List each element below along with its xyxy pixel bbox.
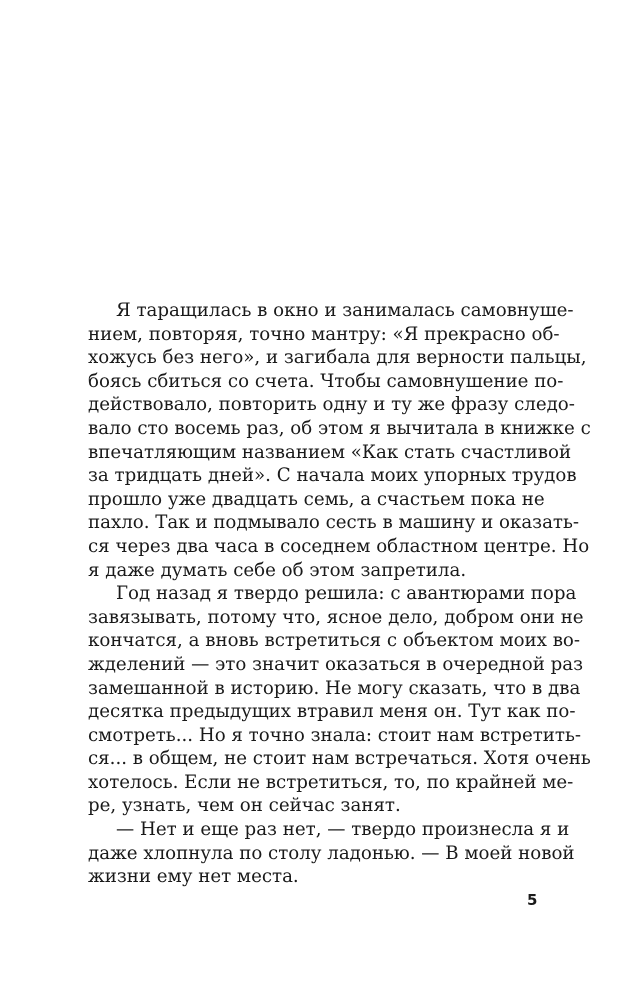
text-line: хожусь без него», и загибала для верности пальцы,: [88, 347, 587, 369]
text-line: вало сто восемь раз, об этом я вычитала в книжке с: [88, 417, 591, 439]
text-line: десятка предыдущих втравил меня он. Тут как по-: [88, 701, 576, 723]
text-line: Год назад я твердо решила: с авантюрами пора: [116, 583, 577, 605]
text-line: ся через два часа в соседнем областном центре. Но: [88, 535, 590, 557]
text-line: впечатляющим названием «Как стать счастливой: [88, 441, 572, 463]
text-line: боясь сбиться со счета. Чтобы самовнушение по-: [88, 370, 564, 392]
text-line: Я таращилась в окно и занималась самовнуше-: [116, 300, 574, 321]
text-line: замешанной в историю. Не могу сказать, что в два: [88, 677, 581, 699]
text-line: пахло. Так и подмывало сесть в машину и оказать-: [88, 512, 580, 534]
text-line: — Нет и еще раз нет, — твердо произнесла я и: [116, 819, 570, 841]
paragraph-3: [88, 818, 575, 889]
paragraph-1: [88, 299, 591, 582]
text-line: завязывать, потому что, ясное дело, добром они не: [88, 606, 584, 628]
text-line: за тридцать дней». С начала моих упорных трудов: [88, 465, 577, 487]
text-line: смотреть... Но я точно знала: стоит нам встретить-: [88, 724, 582, 746]
text-line: действовало, повторить одну и ту же фразу следо-: [88, 394, 575, 416]
text-line: даже хлопнула по столу ладонью. — В моей новой: [88, 842, 575, 864]
page-number: 5: [527, 891, 538, 909]
text-line: я даже думать себе об этом запретила.: [88, 559, 467, 581]
paragraph-2: [88, 582, 591, 818]
text-line: жизни ему нет места.: [88, 866, 299, 888]
text-line: прошло уже двадцать семь, а счастьем пока не: [88, 488, 545, 510]
text-line: нием, повторяя, точно мантру: «Я прекрасно об-: [88, 323, 560, 345]
page-body-text: [88, 299, 591, 889]
text-line: кончатся, а вновь встретиться с объектом моих во-: [88, 630, 581, 652]
text-line: ся... в общем, не стоит нам встречаться. Хотя очень: [88, 748, 591, 770]
text-line: жделений — это значит оказаться в очередной раз: [88, 653, 584, 675]
text-line: хотелось. Если не встретиться, то, по крайней ме-: [88, 771, 574, 793]
text-line: ре, узнать, чем он сейчас занят.: [88, 795, 401, 817]
